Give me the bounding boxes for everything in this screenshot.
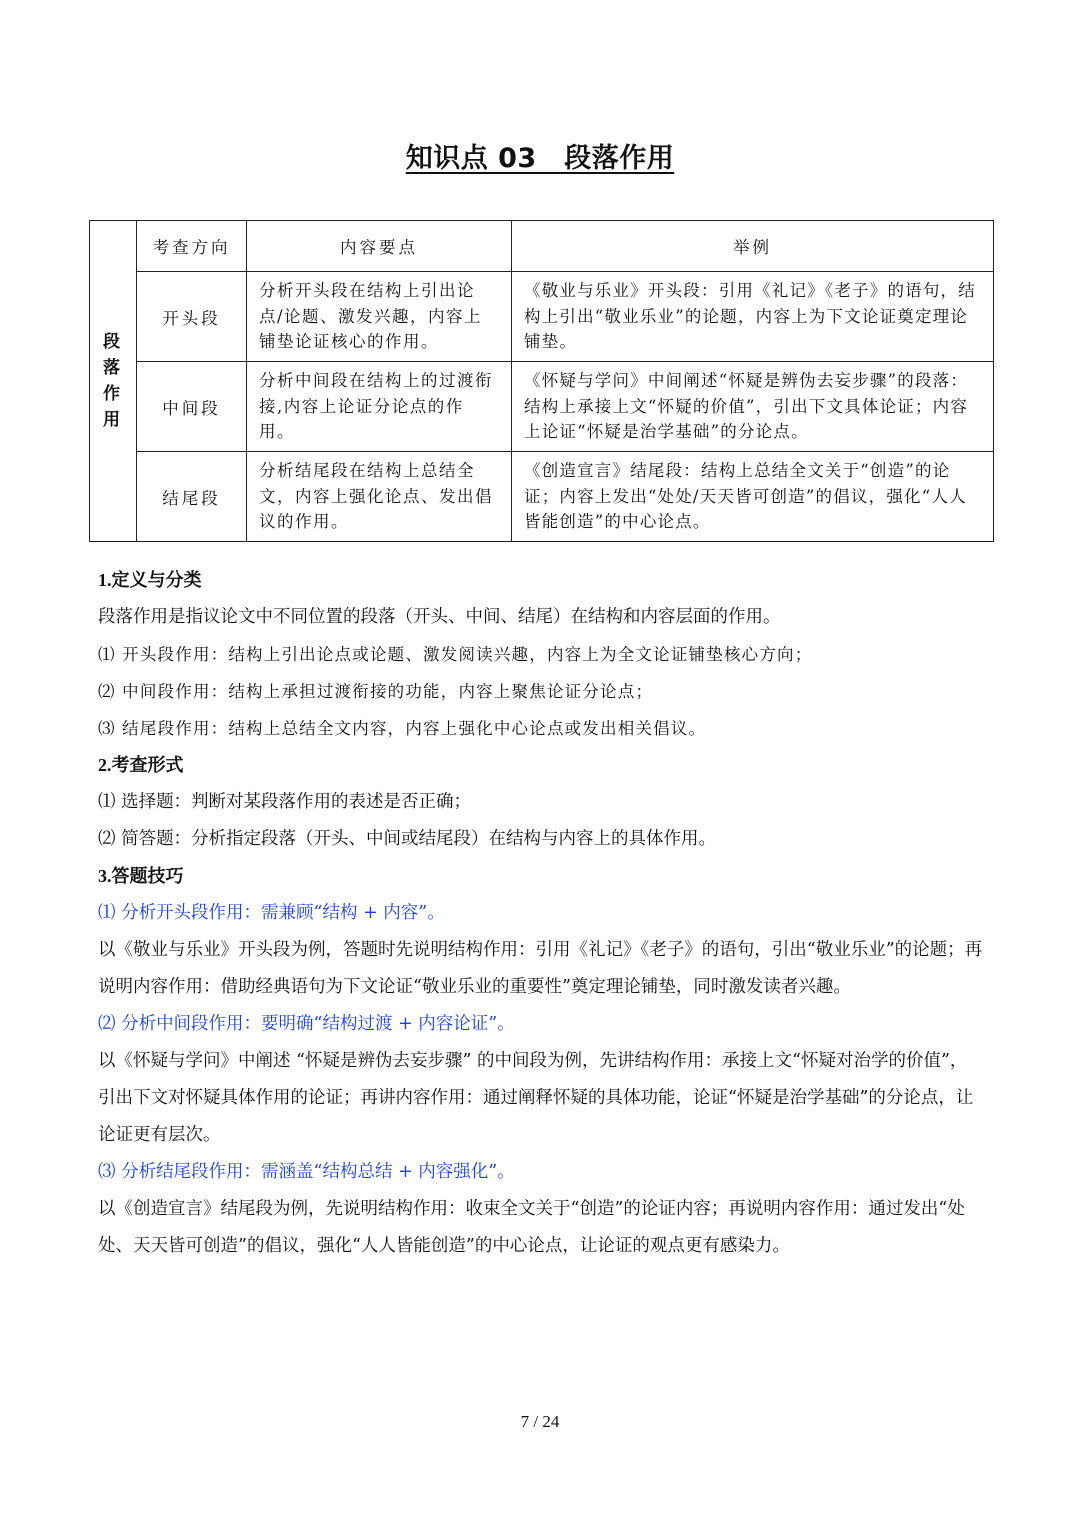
row-points: 分析中间段在结构上的过渡衔接,内容上论证分论点的作用。	[247, 362, 512, 452]
page-title: 知识点 03 段落作用	[405, 143, 675, 174]
row-example: 《创造宣言》结尾段：结构上总结全文关于“创造”的论证；内容上发出“处处/天天皆可创造”的倡议，强化“人人皆能创造”的中心论点。	[512, 452, 994, 542]
body-content	[98, 562, 984, 1265]
paragraph: 段落作用是指议论文中不同位置的段落（开头、中间、结尾）在结构和内容层面的作用。	[98, 607, 781, 627]
header-example: 举例	[512, 221, 994, 272]
table-header-row	[90, 221, 994, 272]
tip-heading: ⑴ 分析开头段作用：需兼顾“结构 + 内容”。	[98, 903, 445, 923]
tip-heading: ⑶ 分析结尾段作用：需涵盖“结构总结 + 内容强化”。	[98, 1162, 515, 1182]
section-heading: 2.考查形式	[98, 755, 184, 775]
paragraph: 以《创造宣言》结尾段为例，先说明结构作用：收束全文关于“创造”的论证内容；再说明内容作用：通过发出“处处、天天皆可创造”的倡议，强化“人人皆能创造”的中心论点，让论证的观点更有感染力。	[98, 1199, 965, 1256]
list-item: ⑶ 结尾段作用：结构上总结全文内容，内容上强化中心论点或发出相关倡议。	[98, 719, 707, 738]
list-item: ⑴ 开头段作用：结构上引出论点或论题、激发阅读兴趣，内容上为全文论证铺垫核心方向；	[98, 645, 813, 664]
table-row	[90, 362, 994, 452]
table-side-label: 段 落 作 用	[90, 221, 137, 542]
knowledge-table	[89, 220, 994, 542]
row-points: 分析结尾段在结构上总结全文，内容上强化论点、发出倡议的作用。	[247, 452, 512, 542]
paragraph: 以《敬业与乐业》开头段为例，答题时先说明结构作用：引用《礼记》《老子》的语句，引出“敬业乐业”的论题；再说明内容作用：借助经典语句为下文论证“敬业乐业的重要性”奠定理论铺垫，同时激发读者兴趣。	[98, 940, 983, 997]
section-heading: 3.答题技巧	[98, 866, 184, 886]
row-direction: 结尾段	[137, 452, 247, 542]
section-heading: 1.定义与分类	[98, 570, 202, 590]
list-item: ⑵ 简答题：分析指定段落（开头、中间或结尾段）在结构与内容上的具体作用。	[98, 829, 717, 849]
page-number: 7 / 24	[520, 1412, 560, 1431]
row-direction: 中间段	[137, 362, 247, 452]
list-item: ⑴ 选择题：判断对某段落作用的表述是否正确；	[98, 792, 472, 812]
list-item: ⑵ 中间段作用：结构上承担过渡衔接的功能，内容上聚焦论证分论点；	[98, 682, 654, 701]
row-direction: 开头段	[137, 272, 247, 362]
tip-heading: ⑵ 分析中间段作用：要明确“结构过渡 + 内容论证”。	[98, 1014, 515, 1034]
table-row	[90, 452, 994, 542]
row-example: 《怀疑与学问》中间阐述“怀疑是辨伪去妄步骤”的段落：结构上承接上文“怀疑的价值”，引出下文具体论证；内容上论证“怀疑是治学基础”的分论点。	[512, 362, 994, 452]
paragraph: 以《怀疑与学问》中阐述 “怀疑是辨伪去妄步骤” 的中间段为例，先讲结构作用：承接上文“怀疑对治学的价值”，引出下文对怀疑具体作用的论证；再讲内容作用：通过阐释怀疑的具体功能，论证“怀疑是治学基础”的分论点，让论证更有层次。	[98, 1051, 974, 1145]
row-points: 分析开头段在结构上引出论点/论题、激发兴趣，内容上铺垫论证核心的作用。	[247, 272, 512, 362]
header-direction: 考查方向	[137, 221, 247, 272]
header-points: 内容要点	[247, 221, 512, 272]
table-row	[90, 272, 994, 362]
row-example: 《敬业与乐业》开头段：引用《礼记》《老子》的语句，结构上引出“敬业乐业”的论题，内容上为下文论证奠定理论铺垫。	[512, 272, 994, 362]
